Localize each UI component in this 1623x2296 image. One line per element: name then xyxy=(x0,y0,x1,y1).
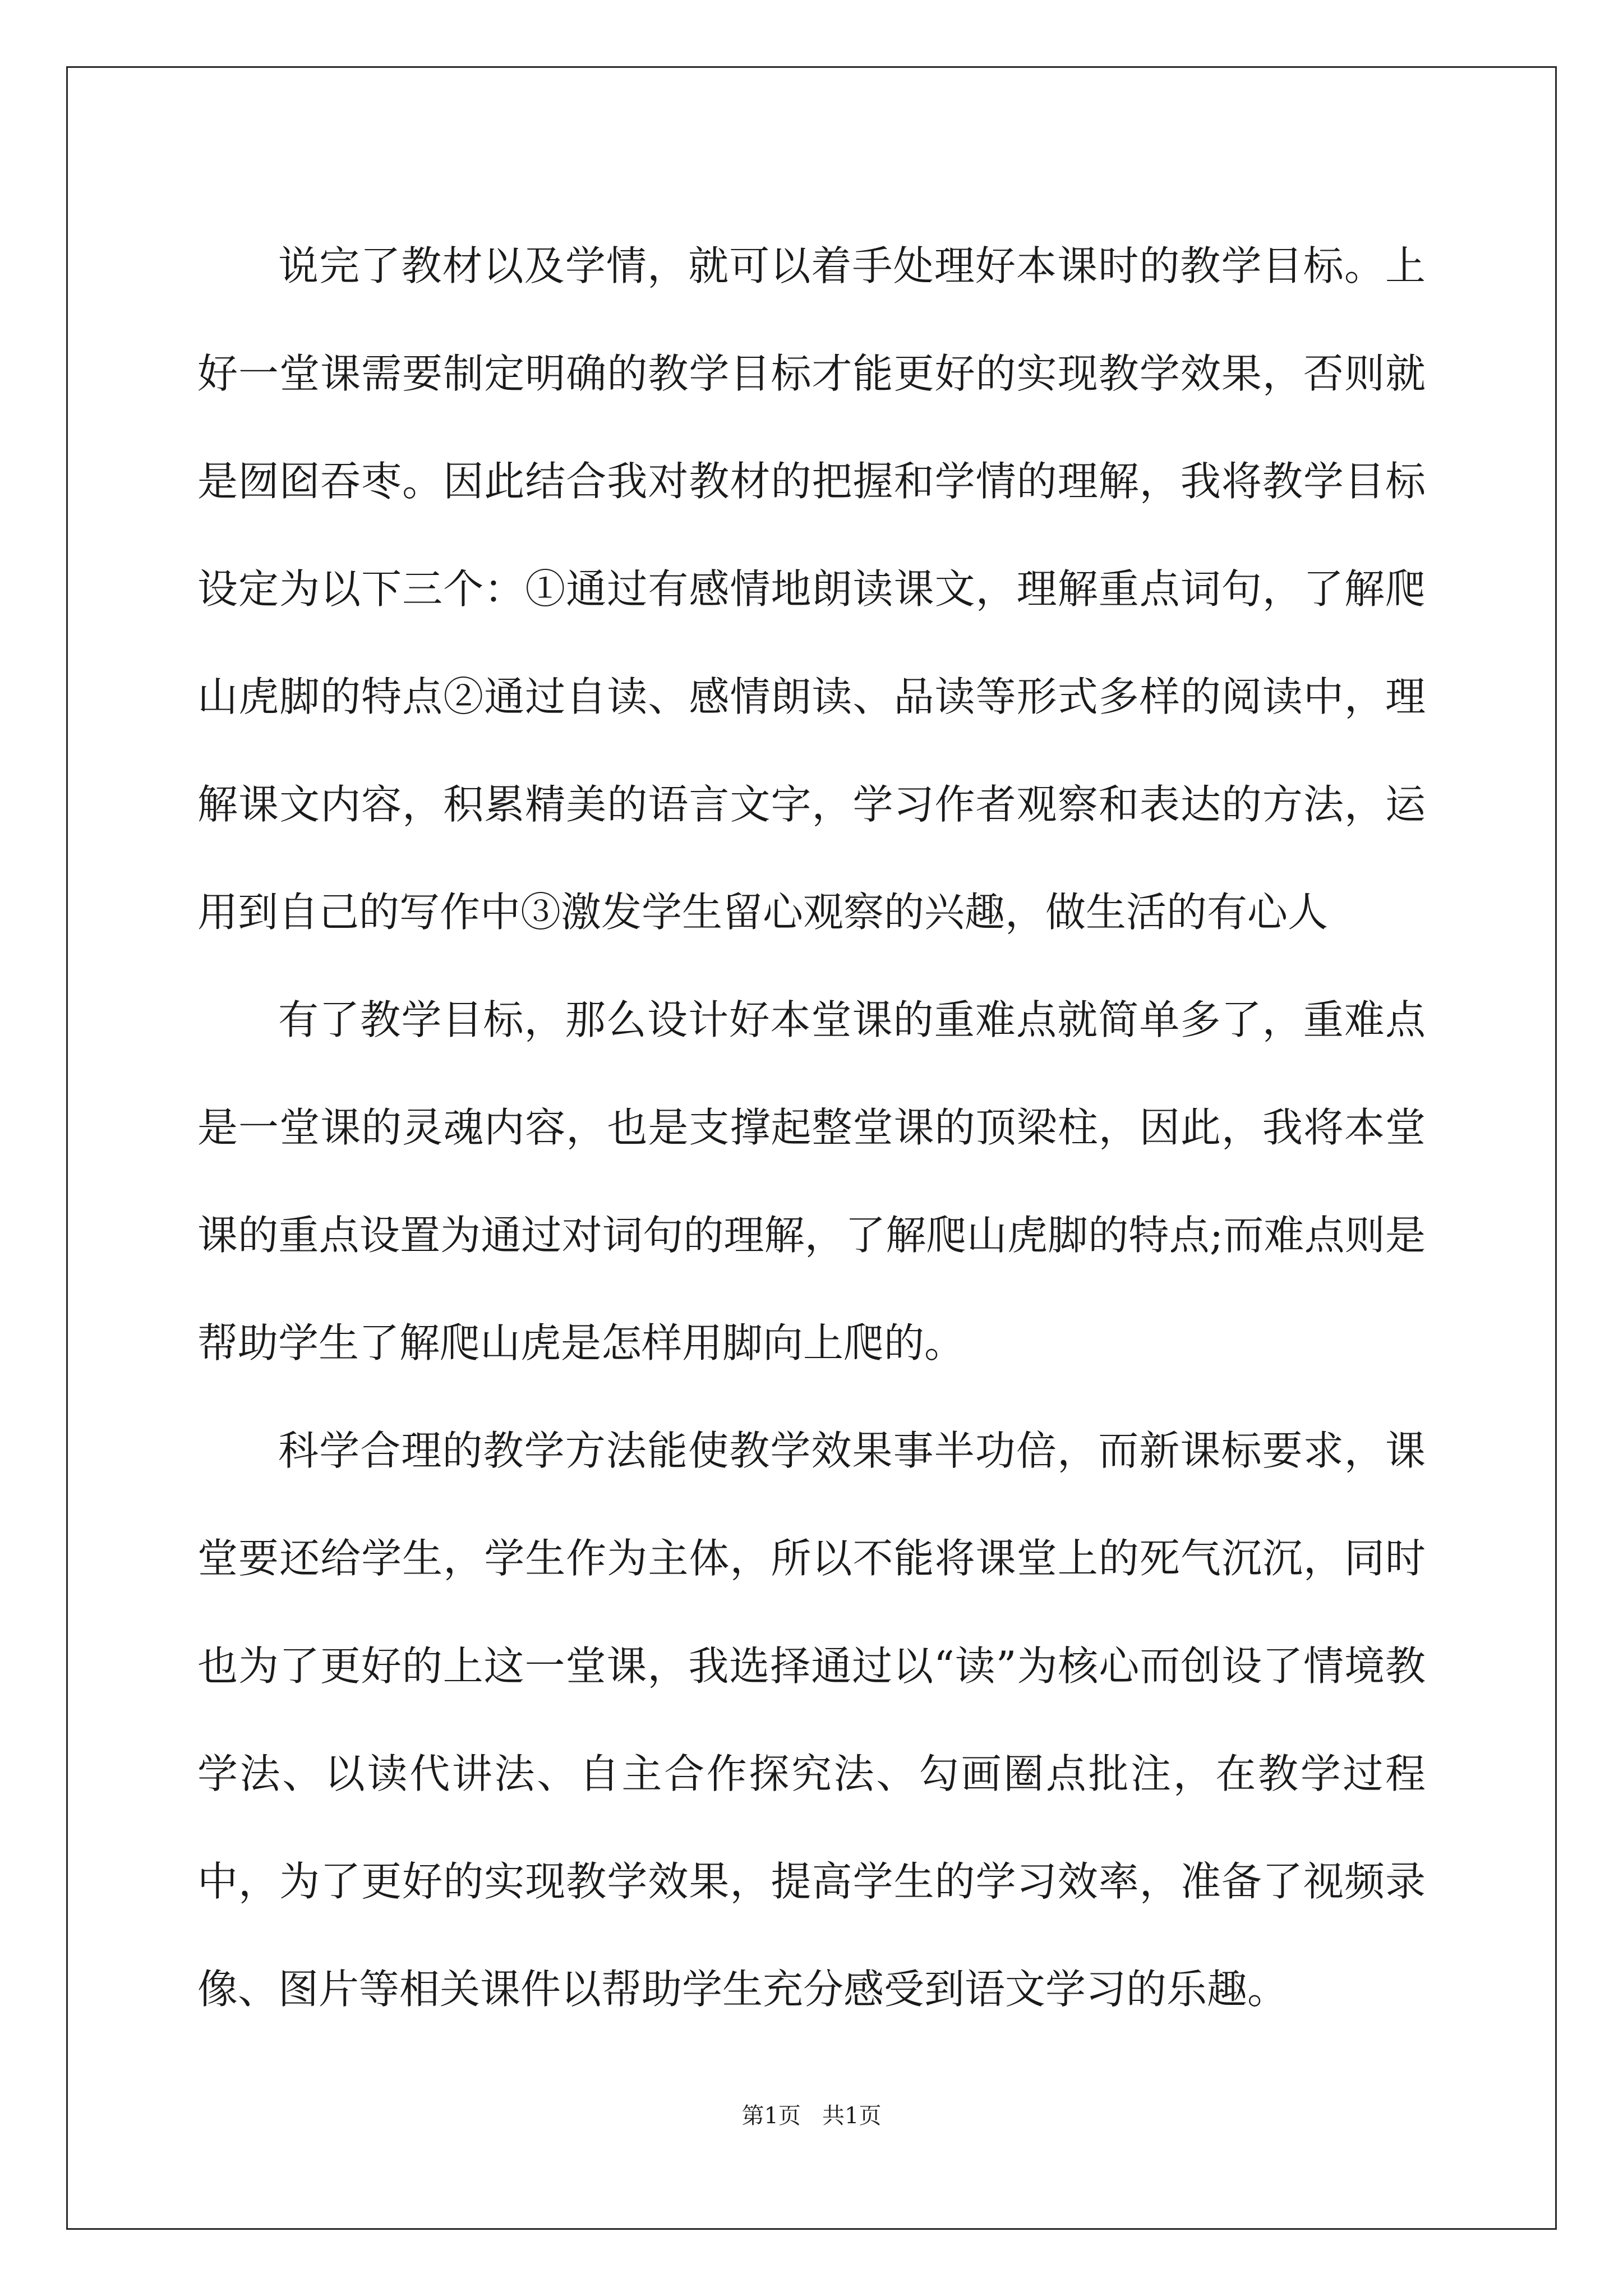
paragraph-teaching-methods: 科学合理的教学方法能使教学效果事半功倍，而新课标要求，课堂要还给学生，学生作为主体，所以不能将课堂上的死气沉沉，同时也为了更好的上这一堂课，我选择通过以“读”为核心而创设了情境教学法、以读代讲法、自主合作探究法、勾画圈点批注，在教学过程中，为了更好的实现教学效果，提高学生的学习效率，准备了视频录像、图片等相关课件以帮助学生充分感受到语文学习的乐趣。 xyxy=(197,1427,1426,2013)
document-body xyxy=(197,212,1426,2043)
paragraph-teaching-goals: 说完了教材以及学情，就可以着手处理好本课时的教学目标。上好一堂课需要制定明确的教学目标才能更好的实现教学效果，否则就是囫囵吞枣。因此结合我对教材的把握和学情的理解，我将教学目标设定为以下三个：①通过有感情地朗读课文，理解重点词句，了解爬山虎脚的特点②通过自读、感情朗读、品读等形式多样的阅读中，理解课文内容，积累精美的语言文字，学习作者观察和表达的方法，运用到自己的写作中③激发学生留心观察的兴趣，做生活的有心人 xyxy=(197,242,1426,936)
page-footer: 第1页 共1页 xyxy=(741,2103,882,2129)
paragraph-key-points: 有了教学目标，那么设计好本堂课的重难点就简单多了，重难点是一堂课的灵魂内容，也是支撑起整堂课的顶梁柱，因此，我将本堂课的重点设置为通过对词句的理解，了解爬山虎脚的特点;而难点则是帮助学生了解爬山虎是怎样用脚向上爬的。 xyxy=(197,996,1426,1366)
